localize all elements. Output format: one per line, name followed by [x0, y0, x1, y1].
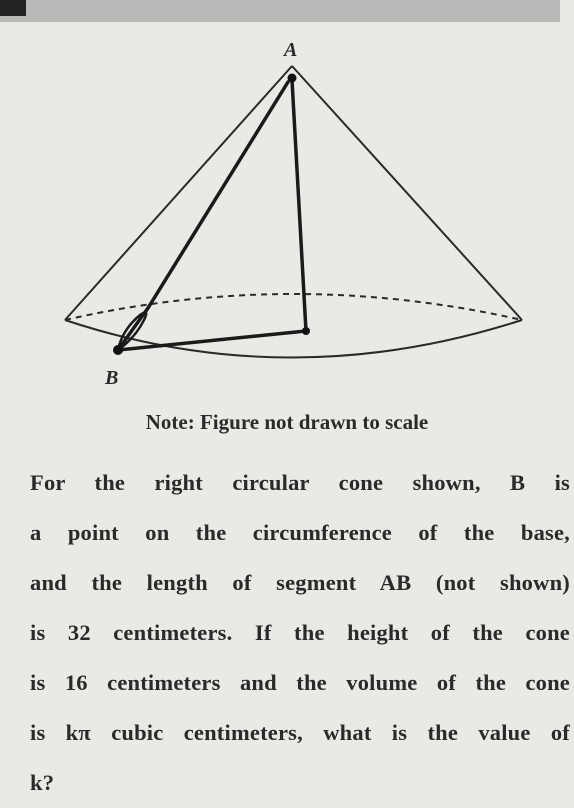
- label-b: B: [105, 367, 119, 389]
- problem-line: is 32 centimeters. If the height of the cone: [30, 620, 570, 645]
- label-a: A: [284, 39, 298, 61]
- problem-line: and the length of segment AB (not shown): [30, 570, 570, 595]
- hand-drawn-segment-ab: [118, 82, 288, 350]
- cone-right-side: [292, 66, 522, 320]
- cone-figure: [0, 30, 574, 400]
- top-left-corner: [0, 0, 26, 16]
- problem-line: is 16 centimeters and the volume of the cone: [30, 670, 570, 695]
- problem-line: For the right circular cone shown, B is: [30, 470, 570, 495]
- point-b: [113, 345, 123, 355]
- figure-note: Note: Figure not drawn to scale: [145, 410, 429, 434]
- point-a: [288, 74, 297, 83]
- cone-radius-segment: [118, 331, 306, 350]
- point-center: [302, 327, 310, 335]
- problem-line: is kπ cubic centimeters, what is the value of: [30, 720, 570, 745]
- cone-left-side: [65, 66, 292, 320]
- top-bar: [0, 0, 560, 22]
- cone-base-back-edge: [65, 294, 522, 320]
- problem-line: a point on the circumference of the base,: [30, 520, 570, 545]
- problem-line: k?: [30, 770, 55, 795]
- problem-text: [30, 458, 570, 808]
